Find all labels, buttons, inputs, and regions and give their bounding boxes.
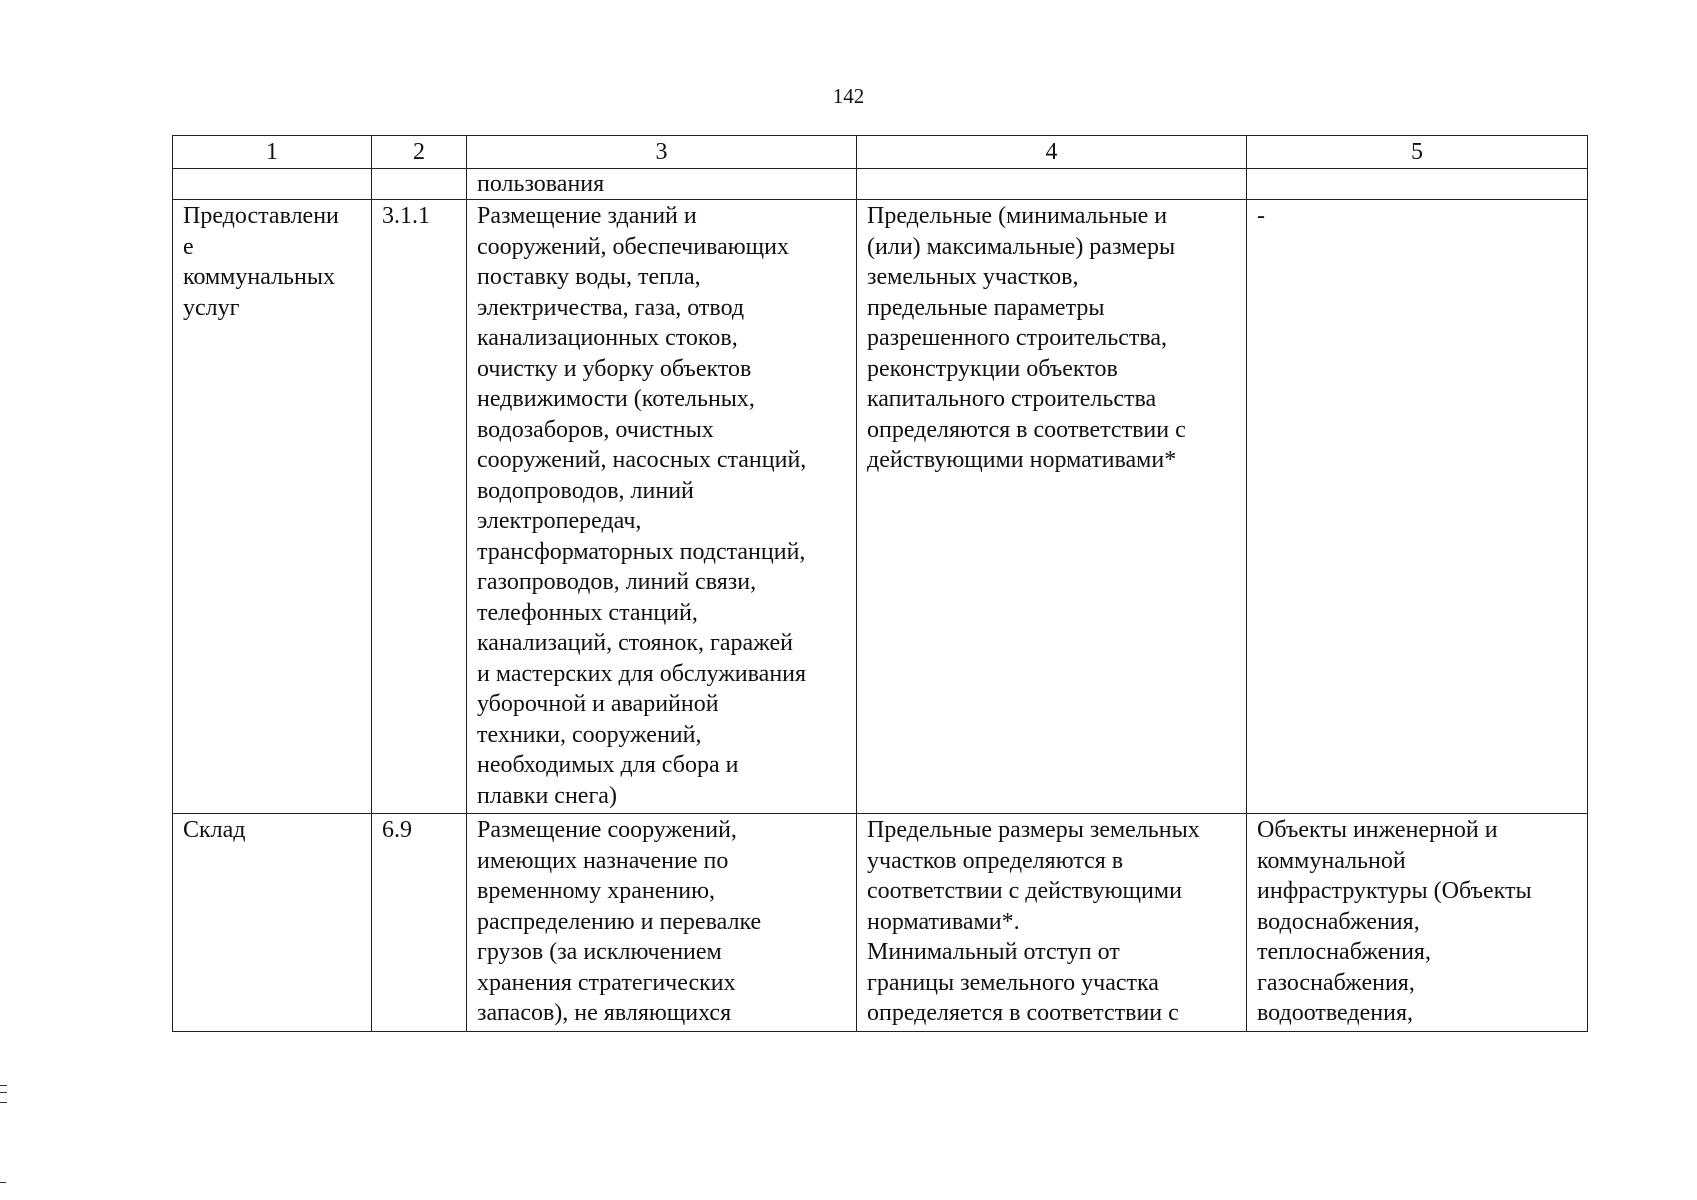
cell-line: действующими нормативами* bbox=[867, 447, 1177, 473]
continuation-row bbox=[173, 168, 1588, 200]
cell-line: участков определяются в bbox=[867, 847, 1124, 874]
land-use-name-cell bbox=[173, 200, 372, 814]
code-cell: 3.1.1 bbox=[372, 200, 467, 814]
description-cell bbox=[467, 200, 857, 814]
cell-line: поставку воды, тепла, bbox=[477, 264, 701, 290]
cell-line: земельных участков, bbox=[867, 264, 1079, 290]
cell-line: теплоснабжения, bbox=[1257, 939, 1431, 965]
cell-line: уборочной и аварийной bbox=[477, 691, 719, 717]
cell-line: коммунальной bbox=[1257, 847, 1406, 874]
header-col-3: 3 bbox=[467, 136, 857, 169]
cell-line: необходимых для сбора и bbox=[477, 752, 739, 778]
cell-line: границы земельного участка bbox=[867, 969, 1159, 996]
cell-line: - bbox=[1257, 203, 1265, 229]
cell-line: сооружений, насосных станций, bbox=[477, 447, 807, 473]
margin-scan-mark bbox=[0, 1085, 7, 1103]
land-use-table bbox=[172, 135, 1588, 1032]
cell-line: Склад bbox=[183, 817, 246, 843]
cell-line: газопроводов, линий связи, bbox=[477, 569, 757, 595]
cont-cell-1 bbox=[173, 168, 372, 200]
cell-line: плавки снега) bbox=[477, 782, 617, 809]
cell-line: Предоставлени bbox=[183, 203, 339, 229]
cell-line: инфраструктуры (Объекты bbox=[1257, 878, 1532, 904]
cell-line: Объекты инженерной и bbox=[1257, 817, 1498, 843]
cell-line: и мастерских для обслуживания bbox=[477, 660, 807, 687]
cell-line: нормативами*. bbox=[867, 908, 1020, 935]
cell-line: Размещение сооружений, bbox=[477, 817, 737, 843]
auxiliary-uses-cell bbox=[1247, 814, 1588, 1032]
cont-cell-4 bbox=[857, 168, 1247, 200]
margin-scan-mark bbox=[0, 1182, 6, 1183]
cell-line: газоснабжения, bbox=[1257, 969, 1415, 996]
cell-line: Размещение зданий и bbox=[477, 203, 697, 229]
cell-line: запасов), не являющихся bbox=[477, 1000, 732, 1026]
cell-line: канализаций, стоянок, гаражей bbox=[477, 630, 793, 656]
cell-line: Предельные размеры земельных bbox=[867, 817, 1200, 843]
cell-line: соответствии с действующими bbox=[867, 878, 1182, 904]
cell-line: водопроводов, линий bbox=[477, 477, 694, 504]
cell-line: телефонных станций, bbox=[477, 599, 698, 626]
cell-line: капитального строительства bbox=[867, 386, 1157, 412]
code-cell: 6.9 bbox=[372, 814, 467, 1032]
cell-line: определяются в соответствии с bbox=[867, 416, 1186, 443]
table-row bbox=[173, 814, 1588, 1032]
cell-line: канализационных стоков, bbox=[477, 325, 738, 351]
cont-cell-2 bbox=[372, 168, 467, 200]
table-header-row bbox=[173, 136, 1588, 169]
cell-line: разрешенного строительства, bbox=[867, 325, 1167, 351]
page-number: 142 bbox=[832, 84, 865, 108]
auxiliary-uses-cell bbox=[1247, 200, 1588, 814]
table-row bbox=[173, 200, 1588, 814]
cell-line: Предельные (минимальные и bbox=[867, 203, 1168, 229]
cell-line: временному хранению, bbox=[477, 878, 716, 904]
cell-line: электропередач, bbox=[477, 508, 642, 534]
land-use-name-cell bbox=[173, 814, 372, 1032]
cell-line: (или) максимальные) размеры bbox=[867, 233, 1176, 260]
cell-line: хранения стратегических bbox=[477, 969, 736, 996]
cell-line: Минимальный отступ от bbox=[867, 939, 1120, 965]
cell-line: определяется в соответствии с bbox=[867, 1000, 1179, 1026]
cell-line: распределению и перевалке bbox=[477, 908, 762, 935]
parameters-cell bbox=[857, 814, 1247, 1032]
cell-line: техники, сооружений, bbox=[477, 721, 702, 748]
cell-line: реконструкции объектов bbox=[867, 355, 1118, 382]
cell-line: водоснабжения, bbox=[1257, 908, 1420, 935]
cell-line: услуг bbox=[183, 294, 240, 321]
header-col-2: 2 bbox=[372, 136, 467, 169]
cell-line: грузов (за исключением bbox=[477, 939, 722, 965]
cell-line: коммунальных bbox=[183, 264, 335, 290]
cell-line: очистку и уборку объектов bbox=[477, 355, 752, 382]
cell-line: сооружений, обеспечивающих bbox=[477, 233, 789, 260]
cell-line: имеющих назначение по bbox=[477, 847, 729, 874]
cell-line: трансформаторных подстанций, bbox=[477, 538, 806, 565]
cell-line: электричества, газа, отвод bbox=[477, 294, 745, 321]
header-col-4: 4 bbox=[857, 136, 1247, 169]
cell-line: водозаборов, очистных bbox=[477, 416, 714, 443]
header-col-5: 5 bbox=[1247, 136, 1588, 169]
cont-cell-3: пользования bbox=[467, 168, 857, 200]
header-col-1: 1 bbox=[173, 136, 372, 169]
cont-cell-5 bbox=[1247, 168, 1588, 200]
cell-line: предельные параметры bbox=[867, 294, 1105, 321]
cell-line: недвижимости (котельных, bbox=[477, 386, 755, 412]
parameters-cell bbox=[857, 200, 1247, 814]
cell-line: водоотведения, bbox=[1257, 1000, 1413, 1026]
description-cell bbox=[467, 814, 857, 1032]
cell-line: е bbox=[183, 233, 194, 260]
